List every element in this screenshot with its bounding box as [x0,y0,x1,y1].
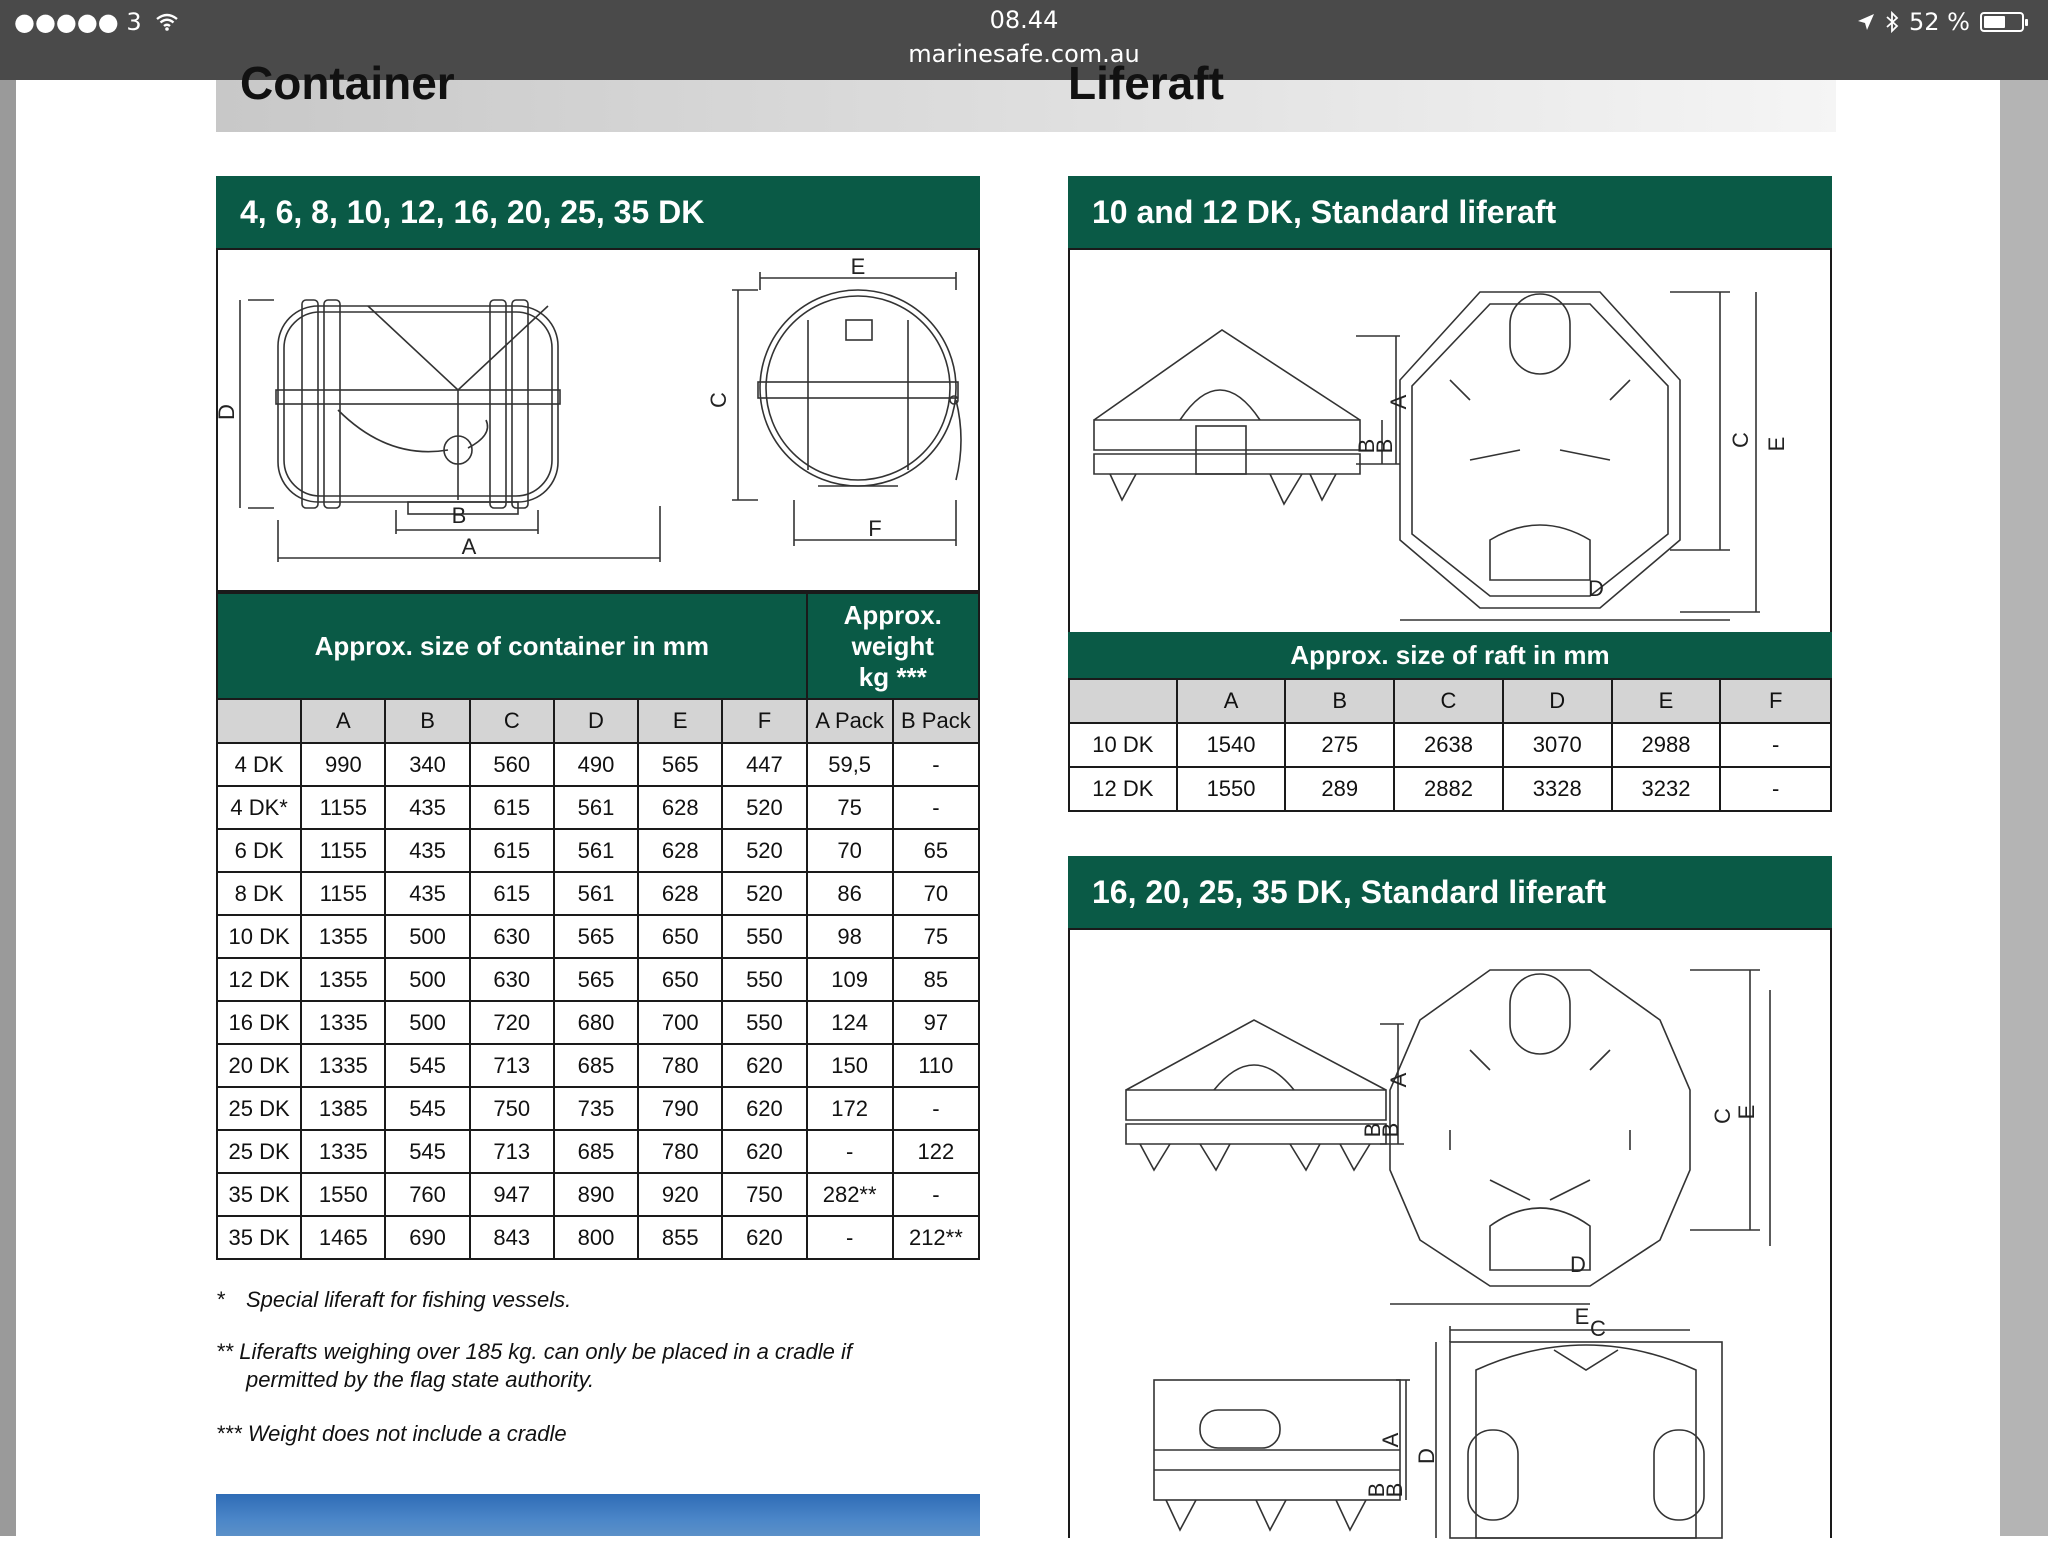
raft-table-cell: 1550 [1177,767,1286,811]
container-table-row [217,1087,979,1130]
raft-table-cell: 3328 [1503,767,1612,811]
container-table-cell: 735 [554,1087,638,1130]
container-size-table [216,592,980,1260]
bluetooth-icon [1885,11,1899,33]
container-table-cell: 6 DK [217,829,301,872]
container-table-cell: 620 [722,1130,806,1173]
container-table-body [217,743,979,1259]
container-table-row [217,829,979,872]
container-table-cell: 59,5 [807,743,893,786]
container-table-row [217,958,979,1001]
container-table-cell: 620 [722,1044,806,1087]
raft-1-label-b1: B [1354,438,1379,454]
container-table-row [217,915,979,958]
container-table-cell: 12 DK [217,958,301,1001]
container-table-cell: 720 [470,1001,554,1044]
raft-1-label-a: A [1386,394,1411,410]
container-table-cell: 650 [638,915,722,958]
dim-label-e: E [850,254,866,279]
container-table-cell: - [807,1216,893,1259]
container-table-col-header: F [722,699,806,743]
raft-1-diagram [1070,250,1830,634]
page-left-edge [0,80,16,1536]
container-table-cell: 920 [638,1173,722,1216]
page-right-edge [2000,80,2048,1536]
raft-1-label-e: E [1764,436,1789,452]
container-table-cell: 990 [301,743,385,786]
container-table-cell: 70 [893,872,979,915]
battery-icon [1980,12,2024,32]
raft-size-header: Approx. size of raft in mm [1068,632,1832,678]
container-table-cell: 780 [638,1044,722,1087]
container-table-cell: 620 [722,1087,806,1130]
container-table-cell: 630 [470,958,554,1001]
container-table-cell: 1385 [301,1087,385,1130]
liferaft-photo [216,1494,980,1536]
container-table-cell: 500 [385,958,469,1001]
raft-table-cell: 2638 [1394,723,1503,767]
container-table-cell: 780 [638,1130,722,1173]
container-table-cell: 545 [385,1087,469,1130]
status-right [1857,8,2024,36]
dim-label-d: D [214,404,239,420]
container-table-cell: 750 [722,1173,806,1216]
container-table-cell: 561 [554,786,638,829]
container-table-cell: 760 [385,1173,469,1216]
footnote-3: *** Weight does not include a cradle [216,1421,567,1446]
raft-table-col-header: A [1177,679,1286,723]
container-table-cell: 615 [470,872,554,915]
container-table-column-header [217,699,979,743]
container-table-cell: 75 [807,786,893,829]
raft-3-label-e: E [1574,1304,1590,1329]
container-table-cell: 172 [807,1087,893,1130]
raft-table-cell: 275 [1285,723,1394,767]
carrier-signal: ●●●●● 3 [14,8,179,36]
battery-fill [1984,16,2005,28]
section-header-strip [216,80,1836,132]
raft-3-label-a: A [1378,1432,1403,1448]
container-table-cell: 109 [807,958,893,1001]
dim-label-a: A [461,534,477,559]
container-table-cell: 550 [722,958,806,1001]
raft-3-label-c: C [1590,1316,1606,1341]
container-table-row [217,1001,979,1044]
raft-table-cell: 3232 [1612,767,1721,811]
container-table-cell: 124 [807,1001,893,1044]
raft-panel-1-title: 10 and 12 DK, Standard liferaft [1068,176,1832,248]
container-table-group-header [217,593,979,699]
container-table-cell: 615 [470,829,554,872]
container-table-cell: 690 [385,1216,469,1259]
container-table-cell: 680 [554,1001,638,1044]
container-table-cell: 628 [638,829,722,872]
container-table-cell: 70 [807,829,893,872]
raft-table-row [1069,723,1831,767]
container-table-cell: 1335 [301,1044,385,1087]
raft-2-diagram [1070,930,1830,1538]
raft-table-body [1069,723,1831,811]
container-table-cell: 565 [554,958,638,1001]
container-table-cell: - [893,743,979,786]
raft-table-cell: 2882 [1394,767,1503,811]
container-table-cell: 447 [722,743,806,786]
container-table-cell: 615 [470,786,554,829]
container-table-row [217,1173,979,1216]
container-table-col-header: A [301,699,385,743]
raft-table-row [1069,767,1831,811]
container-table-cell: - [893,1173,979,1216]
raft-2-label-c: C [1710,1108,1735,1124]
container-table-cell: 855 [638,1216,722,1259]
container-table-cell: - [893,1087,979,1130]
container-table-cell: 1355 [301,915,385,958]
container-table-cell: 713 [470,1044,554,1087]
address-bar[interactable]: marinesafe.com.au [908,40,1140,68]
raft-3-label-d: D [1414,1448,1439,1464]
raft-table-cell: - [1720,767,1831,811]
container-table-cell: 520 [722,872,806,915]
raft-table-col-header: F [1720,679,1831,723]
container-table-cell: 561 [554,872,638,915]
container-table-cell: 550 [722,915,806,958]
container-table-cell: 86 [807,872,893,915]
dim-label-c: C [706,392,731,408]
container-table-col-header: C [470,699,554,743]
raft-3-label-b1: B [1364,1482,1389,1498]
container-table-cell: 212** [893,1216,979,1259]
raft-1-label-b2: B [1372,438,1397,454]
container-table-cell: 620 [722,1216,806,1259]
raft-table-cell: 289 [1285,767,1394,811]
raft-1-label-c: C [1728,432,1753,448]
container-table-cell: 10 DK [217,915,301,958]
container-table-cell: 150 [807,1044,893,1087]
container-table-col-header: B Pack [893,699,979,743]
container-table-cell: 650 [638,958,722,1001]
container-panel-title: 4, 6, 8, 10, 12, 16, 20, 25, 35 DK [216,176,980,248]
container-table-cell: 750 [470,1087,554,1130]
container-table-cell: 4 DK* [217,786,301,829]
container-table-cell: 25 DK [217,1130,301,1173]
raft-table-column-header [1069,679,1831,723]
raft-1-label-d: D [1588,576,1604,601]
container-table-col-header: B [385,699,469,743]
container-table-cell: 500 [385,915,469,958]
container-table-cell: 1335 [301,1130,385,1173]
container-table-cell: 98 [807,915,893,958]
container-table-cell: 35 DK [217,1216,301,1259]
container-table-cell: 122 [893,1130,979,1173]
container-table-cell: 1465 [301,1216,385,1259]
raft-2-label-d: D [1570,1252,1586,1277]
container-table-cell: 1355 [301,958,385,1001]
container-table-cell: 1155 [301,872,385,915]
container-table-cell: 685 [554,1130,638,1173]
container-table-cell: 20 DK [217,1044,301,1087]
raft-table-col-header: B [1285,679,1394,723]
container-table-cell: - [893,786,979,829]
container-table-cell: 565 [554,915,638,958]
raft-3-label-b2: B [1382,1482,1407,1498]
container-table-cell: 565 [638,743,722,786]
raft-table-col-header: E [1612,679,1721,723]
container-table-cell: 16 DK [217,1001,301,1044]
container-table-cell: 520 [722,829,806,872]
raft-table-cell: 1540 [1177,723,1286,767]
container-table-cell: 790 [638,1087,722,1130]
footnote-1: * Special liferaft for fishing vessels. [216,1287,572,1312]
container-table-cell: 4 DK [217,743,301,786]
container-table-cell: 545 [385,1130,469,1173]
raft-table-cell: 12 DK [1069,767,1177,811]
container-table-row [217,743,979,786]
container-table-cell: 435 [385,829,469,872]
container-table-cell: 1550 [301,1173,385,1216]
raft-2-label-a: A [1386,1072,1411,1088]
weight-header: Approx. weight kg *** [807,593,979,699]
container-table-row [217,872,979,915]
container-table-cell: 628 [638,786,722,829]
container-table-cell: 713 [470,1130,554,1173]
container-table-cell: 545 [385,1044,469,1087]
container-table-cell: 1155 [301,786,385,829]
container-table-cell: 561 [554,829,638,872]
clock: 08.44 [989,6,1059,34]
container-table-cell: 65 [893,829,979,872]
container-table-cell: 110 [893,1044,979,1087]
raft-2-label-b2: B [1378,1122,1403,1138]
container-table-cell: 500 [385,1001,469,1044]
container-table-cell: 8 DK [217,872,301,915]
footnote-2: ** Liferafts weighing over 185 kg. can only be placed in a cradle if permitted by the flag state authority. [216,1339,852,1392]
container-table-cell: 25 DK [217,1087,301,1130]
raft-panel-2-title: 16, 20, 25, 35 DK, Standard liferaft [1068,856,1832,928]
raft-panel-2-diagram-box [1068,928,1832,1538]
container-table-cell: 843 [470,1216,554,1259]
container-table-col-header: E [638,699,722,743]
container-table-cell: 282** [807,1173,893,1216]
location-arrow-icon [1857,13,1875,31]
container-table-row [217,1044,979,1087]
container-table-cell: 800 [554,1216,638,1259]
container-table-cell: 890 [554,1173,638,1216]
container-table-row [217,786,979,829]
raft-table-col-header [1069,679,1177,723]
container-table-cell: 628 [638,872,722,915]
container-table-cell: 435 [385,872,469,915]
container-table-row [217,1216,979,1259]
raft-size-table [1068,678,1832,812]
container-table-cell: 435 [385,786,469,829]
container-table-cell: 75 [893,915,979,958]
raft-table-cell: 10 DK [1069,723,1177,767]
container-table-cell: 35 DK [217,1173,301,1216]
container-size-header: Approx. size of container in mm [217,593,807,699]
raft-2-label-b1: B [1360,1122,1385,1138]
container-table-col-header [217,699,301,743]
container-table-row [217,1130,979,1173]
section-title-container: Container [240,57,455,109]
raft-table-cell: 2988 [1612,723,1721,767]
container-table-cell: 550 [722,1001,806,1044]
container-diagram [214,250,978,590]
raft-2-label-e: E [1734,1104,1759,1120]
section-title-liferaft: Liferaft [1068,57,1224,109]
raft-panel-1-diagram-box [1068,248,1832,634]
container-table-cell: 340 [385,743,469,786]
container-table-cell: 630 [470,915,554,958]
container-table-col-header: D [554,699,638,743]
container-table-cell: - [807,1130,893,1173]
dim-label-b: B [451,503,467,528]
container-table-cell: 947 [470,1173,554,1216]
container-table-col-header: A Pack [807,699,893,743]
raft-table-cell: - [1720,723,1831,767]
dim-label-f: F [868,516,882,541]
raft-table-col-header: D [1503,679,1612,723]
raft-table-col-header: C [1394,679,1503,723]
raft-table-cell: 3070 [1503,723,1612,767]
container-table-cell: 490 [554,743,638,786]
container-table-cell: 560 [470,743,554,786]
battery-percent: 52 % [1909,8,1970,36]
container-table-cell: 85 [893,958,979,1001]
container-diagram-box [216,248,980,592]
container-table-cell: 685 [554,1044,638,1087]
container-table-cell: 1155 [301,829,385,872]
container-table-cell: 700 [638,1001,722,1044]
container-table-cell: 1335 [301,1001,385,1044]
container-table-cell: 520 [722,786,806,829]
container-table-cell: 97 [893,1001,979,1044]
